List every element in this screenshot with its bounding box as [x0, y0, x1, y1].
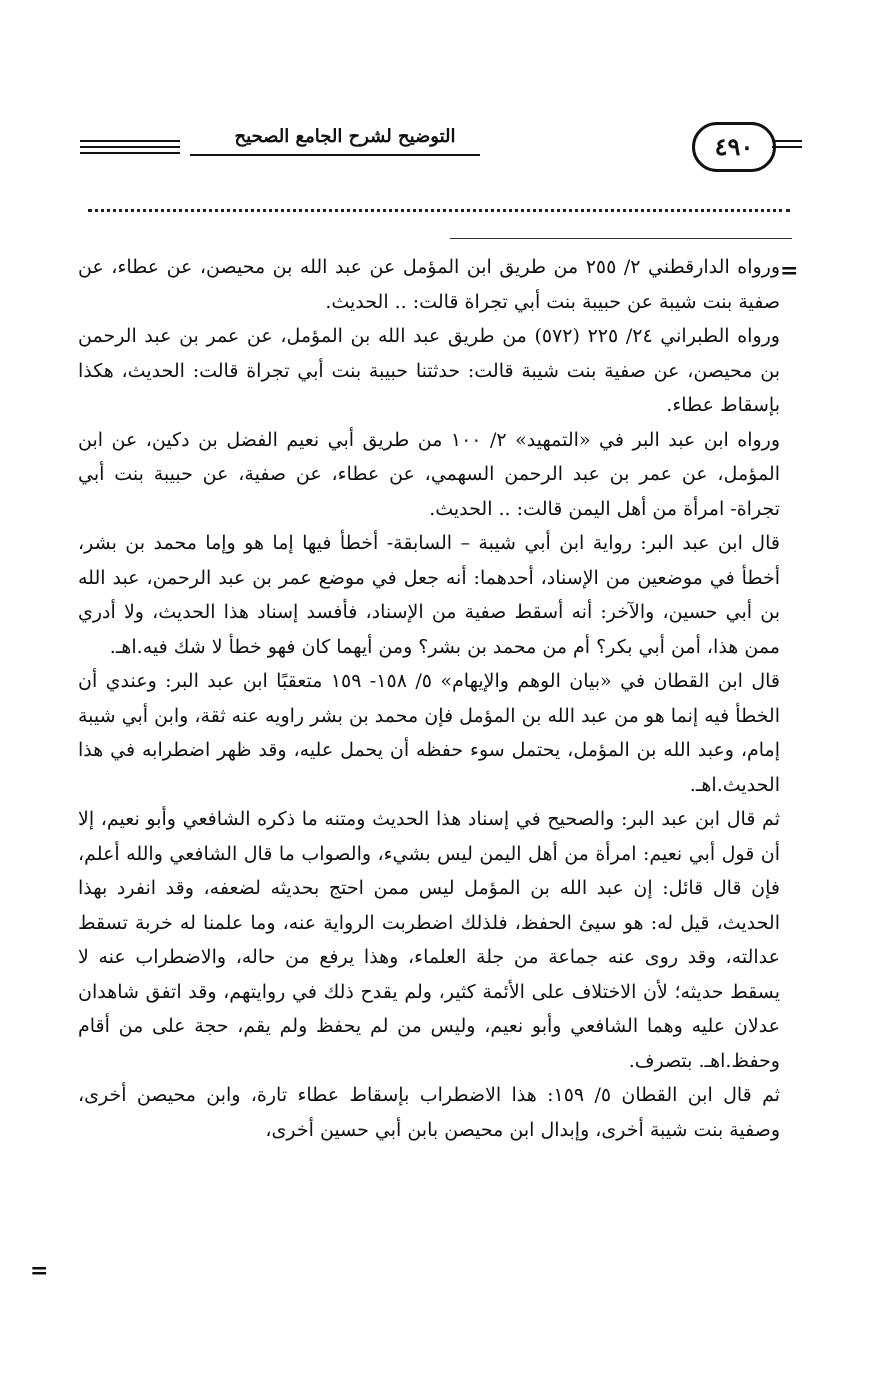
footnote-separator	[450, 238, 792, 239]
page-header	[60, 118, 820, 174]
header-rule	[80, 140, 180, 142]
footnote-paragraph: ورواه الطبراني ٢٤/ ٢٢٥ (٥٧٢) من طريق عبد الله بن المؤمل، عن عمر بن عبد الرحمن بن محيصن، عن صفية بنت شيبة قالت: حدثتنا حبيبة بنت أبي تجراة قالت: الحديث، هكذا بإسقاط عطاء.	[78, 325, 780, 416]
dotted-divider	[88, 209, 790, 212]
footnote-paragraph: ثم قال ابن القطان ٥/ ١٥٩: هذا الاضطراب بإسقاط عطاء تارة، وابن محيصن أخرى، وصفية بنت شيبة أخرى، وإبدال ابن محيصن بابن أبي حسين أخرى،	[78, 1084, 780, 1141]
title-underline	[190, 154, 480, 156]
footnote-paragraph: ورواه ابن عبد البر في «التمهيد» ٢/ ١٠٠ من طريق أبي نعيم الفضل بن دكين، عن ابن المؤمل، عن عمر بن عبد الرحمن السهمي، عن عطاء، عن صفية، عن حبيبة بنت أبي تجراة- امرأة من أهل اليمن قالت: .. الحديث.	[78, 428, 781, 520]
continuation-mark-bottom: =	[30, 1258, 49, 1284]
page-number: ٤٩٠	[692, 122, 776, 172]
header-rule	[80, 152, 180, 154]
footnote-paragraph: قال ابن عبد البر: رواية ابن أبي شيبة – السابقة- أخطأ فيها إما هو وإما محمد بن بشر، أخطأ في موضعين من الإسناد، أحدهما: أنه جعل في موضع عمر بن عبد الرحمن، عبد الله بن أبي حسين، والآخر: أنه أسقط صفية من الإسناد، فأفسد إسناد هذا الحديث، ولا أدري ممن هذا، أمن أبي بكر؟ أم من محمد بن بشر؟ ومن أيهما كان فهو خطأ لا شك فيه.اهـ.	[78, 532, 780, 658]
footnote-paragraph: قال ابن القطان في «بيان الوهم والإيهام» ٥/ ١٥٨- ١٥٩ متعقبًا ابن عبد البر: وعندي أن الخطأ فيه إنما هو من عبد الله بن المؤمل فإن محمد بن بشر راويه عنه ثقة، وابن أبي شيبة إمام، وعبد الله بن المؤمل، يحتمل سوء حفظه أن يحمل عليه، وقد ظهر اضطرابه في هذا الحديث.اهـ.	[78, 670, 780, 796]
book-title: التوضيح لشرح الجامع الصحيح	[234, 126, 456, 147]
footnote-paragraph: ورواه الدارقطني ٢/ ٢٥٥ من طريق ابن المؤمل عن عبد الله بن محيصن، عن عطاء، عن صفية بنت شيبة عن حبيبة بنت أبي تجراة قالت: .. الحديث.	[78, 256, 780, 313]
header-rule	[772, 146, 802, 148]
header-rule	[80, 146, 180, 148]
header-rule	[772, 140, 802, 142]
continuation-mark-top: =	[780, 258, 799, 284]
footnote-paragraph: ثم قال ابن عبد البر: والصحيح في إسناد هذا الحديث ومتنه ما ذكره الشافعي وأبو نعيم، إلا أن قول أبي نعيم: امرأة من أهل اليمن ليس بشيء، والصواب ما قال الشافعي والله أعلم، فإن قال قائل: إن عبد الله بن المؤمل ليس ممن احتج بحديثه لضعفه، وقد انفرد بهذا الحديث، قيل له: هو سيئ الحفظ، فلذلك اضطربت الرواية عنه، وما علمنا له خربة تسقط عدالته، وقد روى عنه جماعة من جلة العلماء، وهذا يرفع من حاله، والاضطراب عنه لا يسقط حديثه؛ لأن الاختلاف على الأئمة كثير، ولم يقدح ذلك في روايتهم، وقد اتفق شاهدان عدلان عليه وهما الشافعي وأبو نعيم، وليس من لم يحفظ ولم يقم، حجة على من أقام وحفظ.اهـ. بتصرف.	[78, 808, 780, 1072]
footnote-body	[78, 250, 780, 1147]
